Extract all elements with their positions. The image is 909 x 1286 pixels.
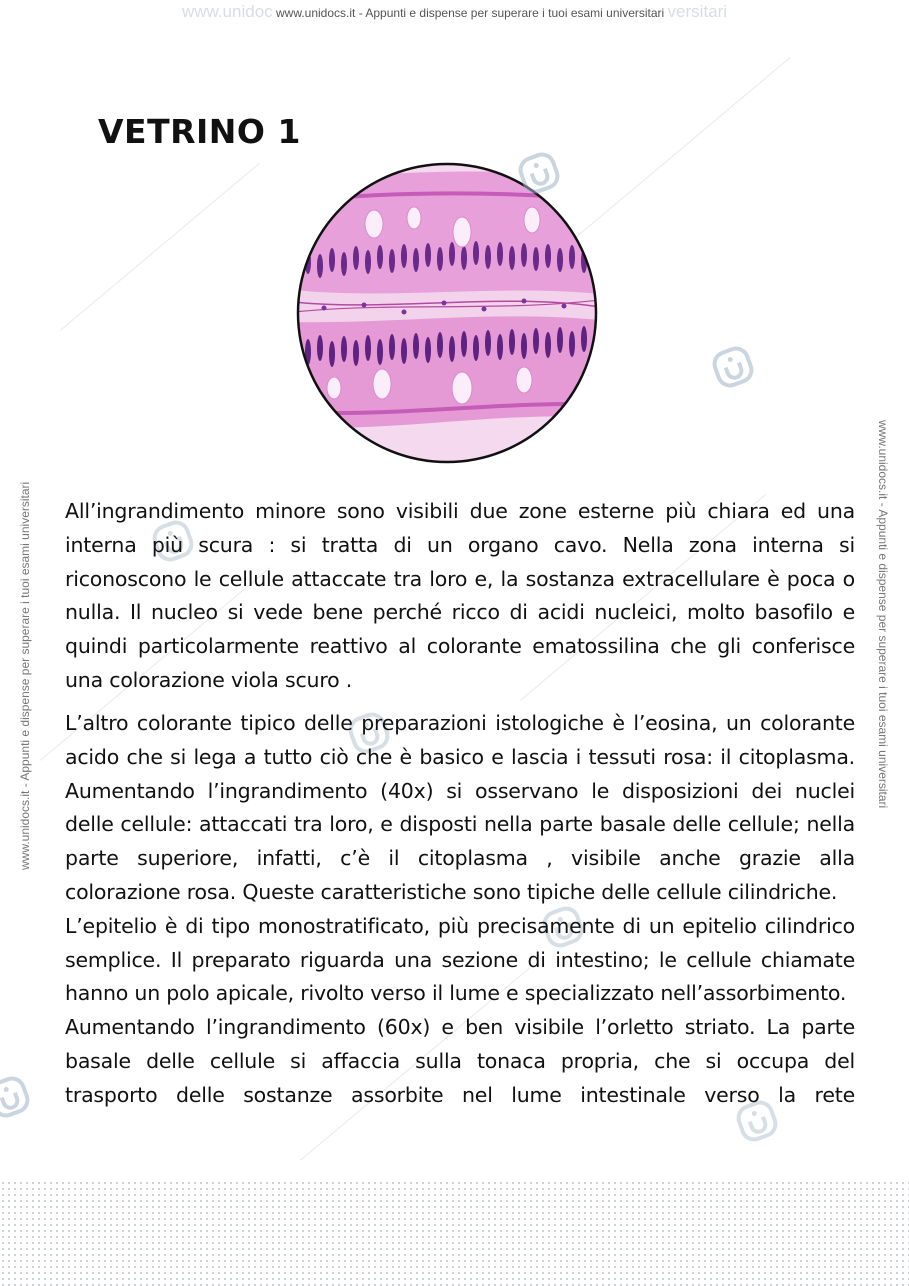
paragraph-4: Aumentando l’ingrandimento (60x) e ben visibile l’orletto striato. La parte basale delle cellule si affaccia sulla tonaca propria, che si occupa del trasporto delle sostanze assorbite nel lume intestinale verso la rete: [65, 1015, 855, 1107]
right-side-watermark: www.unidocs.it - Appunti e dispense per superare i tuoi esami universitari: [876, 420, 890, 809]
dotted-footer: [0, 1180, 909, 1286]
watermark-logo-icon: [710, 344, 756, 390]
watermark-line: [60, 163, 260, 331]
left-side-watermark: www.unidocs.it - Appunti e dispense per superare i tuoi esami universitari: [18, 481, 32, 870]
header-watermark: [0, 2, 909, 22]
header-watermark-text: www.unidocs.it - Appunti e dispense per superare i tuoi esami universitari: [276, 6, 665, 20]
paragraph-3: L’epitelio è di tipo monostratificato, più precisamente di un epitelio cilindrico semplice. Il preparato riguarda una sezione di intestino; le cellule chiamate hanno un polo apicale, rivolto verso il lume e specializzato nell’assorbimento.: [65, 913, 855, 1006]
watermark-logo-icon: [0, 1074, 32, 1120]
watermark-logo-icon: [516, 150, 562, 196]
paragraph-1: All’ingrandimento minore sono visibili due zone esterne più chiara ed una interna più scura : si tratta di un organo cavo. Nella zona interna si riconoscono le cellule attaccate tra loro e, la sostanza extracellulare è poca o nulla. Il nucleo si vede bene perché ricco di acidi nucleici, molto basofilo e quindi particolarmente reattivo al colorante ematossilina che gli conferisce una colorazione viola scuro .: [65, 499, 855, 692]
paragraph-intro: [65, 495, 855, 698]
specimen-micrograph: [294, 162, 600, 464]
ghost-watermark-right: versitari: [667, 2, 728, 21]
paragraph-2: L’altro colorante tipico delle preparazioni istologiche è l’eosina, un colorante acido che si lega a tutto ciò che è basico e lascia i tessuti rosa: il citoplasma. Aumentando l’ingrandimento (40x) si osservano le disposizioni dei nuclei delle cellule: attaccati tra loro, e disposti nella parte basale delle cellule; nella parte superiore, infatti, c’è il citoplasma , visibile anche grazie alla colorazione rosa. Queste caratteristiche sono tipiche delle cellule cilindriche.: [65, 711, 855, 904]
ghost-watermark-left: www.unidoc: [181, 2, 273, 21]
paragraph-group: [65, 707, 855, 1113]
page-title: VETRINO 1: [98, 112, 301, 151]
